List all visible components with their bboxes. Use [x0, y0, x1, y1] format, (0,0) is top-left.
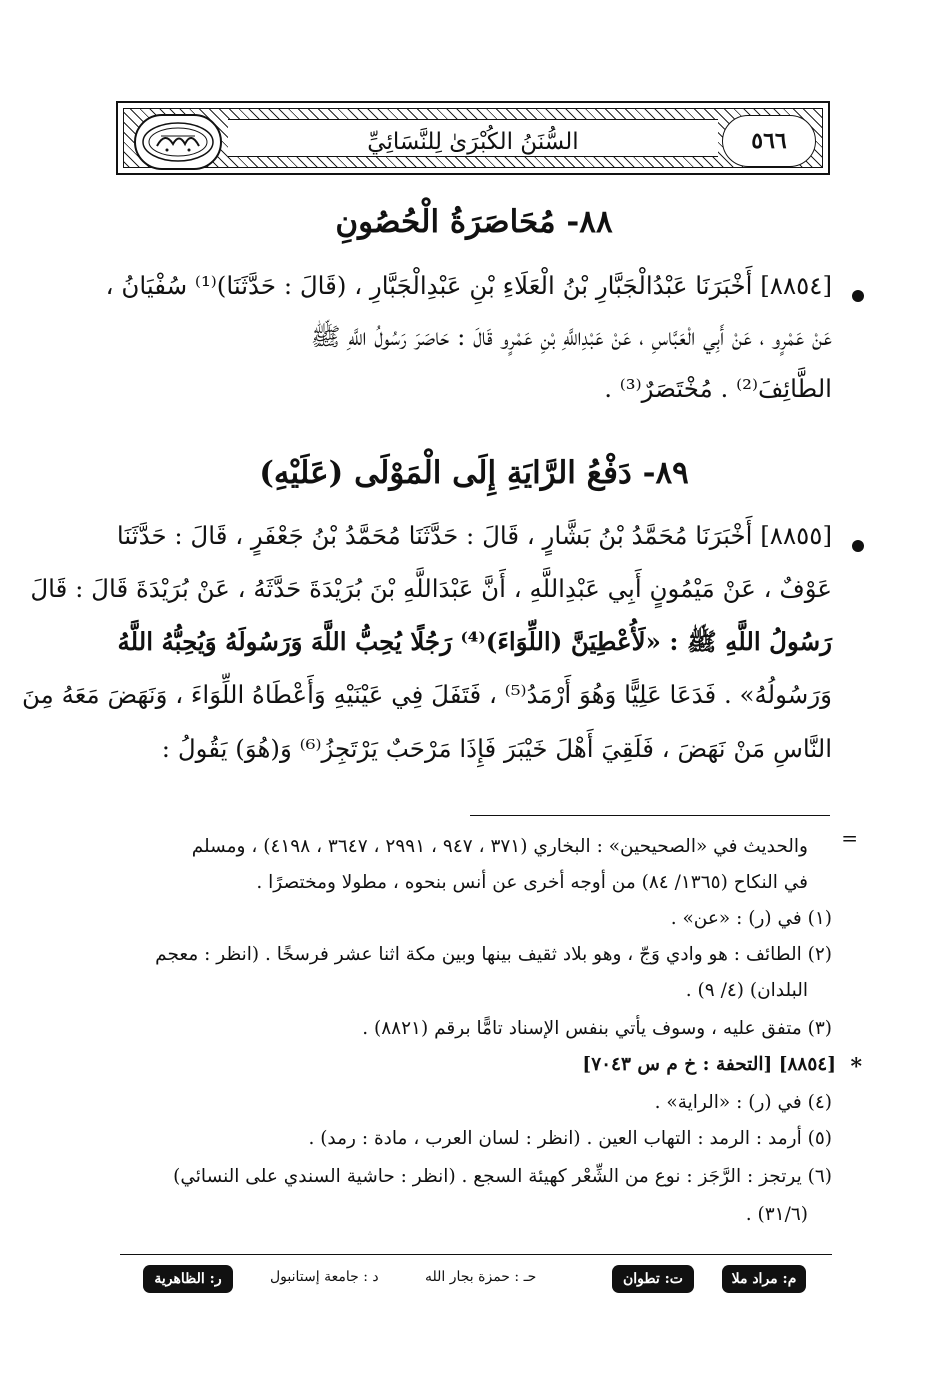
- hadith-line: النَّاسِ مَنْ نَهَضَ ، فَلَقِيَ أَهْلَ خَيْبَرَ فَإِذَا مَرْحَبٌ يَرْتَجِزُ⁽⁶⁾ وَ(هُوَ) يَقُولُ :: [161, 734, 832, 763]
- hadith-line: [٨٨٥٥] أَخْبَرَنَا مُحَمَّدُ بْنُ بَشَّارٍ ، قَالَ : حَدَّثَنَا مُحَمَّدُ بْنُ جَعْفَرٍ ، قَالَ : حَدَّثَنَا: [116, 521, 832, 550]
- footnote-line: . (٣١/٦): [745, 1204, 808, 1225]
- footnote-line: (١) في (ر) : «عن» .: [670, 908, 832, 929]
- footnote-line: (٤) في (ر) : «الراية» .: [654, 1092, 832, 1113]
- manuscript-badge-zahiriyya: ر: الظاهرية: [143, 1265, 233, 1293]
- hadith-line: عَوْفٌ ، عَنْ مَيْمُونٍ أَبِي عَبْدِاللَّهِ ، أَنَّ عَبْدَاللَّهِ بْنَ بُرَيْدَةَ حَدَّثَهُ ، عَنْ بُرَيْدَةَ قَالَ : قَالَ: [30, 574, 832, 603]
- footnote-line: البلدان) (٤/ ٩) .: [685, 980, 808, 1001]
- manuscript-credit-istanbul: د : جامعة إستانبول: [270, 1269, 379, 1285]
- star-mark: *: [850, 1054, 862, 1080]
- footnote-line: والحديث في «الصحيحين» : البخاري (٣٧١ ، ٩٤٧ ، ٢٩٩١ ، ٣٦٤٧ ، ٤١٩٨) ، ومسلم: [191, 836, 808, 857]
- manuscript-badge-murad-molla: م: مراد ملا: [722, 1265, 806, 1293]
- footnote-divider: [470, 815, 830, 816]
- seal-icon: [139, 119, 217, 165]
- book-title: السُّنَنُ الكُبْرَىٰ لِلنَّسَائِيِّ: [367, 129, 579, 155]
- footnote-line: (٢) الطائف : هو وادي وَجّ ، وهو بلاد ثقيف بينها وبين مكة اثنا عشر فرسخًا . (انظر : معجم: [155, 944, 832, 965]
- footnote-line: (٥) أرمد : الرمد : التهاب العين . (انظر : لسان العرب ، مادة : رمد) .: [308, 1128, 832, 1149]
- hadith-line: عَنْ عَمْرٍو ، عَنْ أَبِي الْعَبَّاسِ ، عَنْ عَبْدِاللَّهِ بْنِ عَمْرٍو قَالَ : حَاصَرَ رَسُولُ اللَّهِ ﷺ: [310, 322, 832, 351]
- hadith-line: الطَّائِفَ⁽²⁾ . مُخْتَصَرٌ⁽³⁾ .: [604, 374, 832, 403]
- header-title-band: [228, 119, 718, 157]
- footnote-line: في النكاح (١٣٦٥/ ٨٤) من أوجه أخرى عن أنس بنحوه ، مطولا ومختصرًا .: [256, 872, 808, 893]
- page-header: [116, 101, 830, 175]
- continuation-mark: =: [841, 826, 858, 850]
- section-title-89: ٨٩- دَفْعُ الرَّايَةِ إِلَى الْمَوْلَى (عَلَيْهِ): [259, 455, 689, 491]
- hadith-line: وَرَسُولُهُ» . فَدَعَا عَلِيًّا وَهُوَ أَرْمَدُ⁽⁵⁾ ، فَتَفَلَ فِي عَيْنَيْهِ وَأَعْطَاهُ اللِّوَاءَ ، وَنَهَضَ مَعَهُ مِنَ: [22, 680, 832, 709]
- hadith-line: [٨٨٥٤] أَخْبَرَنَا عَبْدُالْجَبَّارِ بْنُ الْعَلَاءِ بْنِ عَبْدِالْجَبَّارِ ، (قَالَ : حَدَّثَنَا)⁽¹⁾ سُفْيَانُ ،: [105, 271, 832, 300]
- footer-rule: [120, 1254, 832, 1255]
- hadith-line: رَسُولُ اللَّهِ ﷺ : «لَأُعْطِيَنَّ (اللِّوَاءَ)⁽⁴⁾ رَجُلًا يُحِبُّ اللَّهَ وَرَسُولَهُ وَيُحِبُّهُ اللَّهُ: [117, 627, 832, 656]
- section-title-88: ٨٨- مُحَاصَرَةُ الْحُصُونِ: [335, 204, 613, 240]
- bullet-icon: [852, 290, 864, 302]
- manuscript-credit-hamza: حـ : حمزة بجار الله: [425, 1269, 537, 1285]
- manuscript-badge-tetouan: ت: تطوان: [612, 1265, 694, 1293]
- footnote-line: (٦) يرتجز : الرَّجَز : نوع من الشِّعْر كهيئة السجع . (انظر : حاشية السندي على النسائي): [173, 1166, 832, 1187]
- page-number: ٥٦٦: [722, 115, 816, 167]
- header-ornament: [123, 108, 823, 168]
- bullet-icon: [852, 540, 864, 552]
- tuhfa-reference: [٨٨٥٤] [التحفة : خ م س ٧٠٤٣]: [582, 1054, 836, 1075]
- footnote-line: (٣) متفق عليه ، وسوف يأتي بنفس الإسناد تامًّا برقم (٨٨٢١) .: [362, 1018, 832, 1039]
- seal-emblem: [134, 114, 222, 170]
